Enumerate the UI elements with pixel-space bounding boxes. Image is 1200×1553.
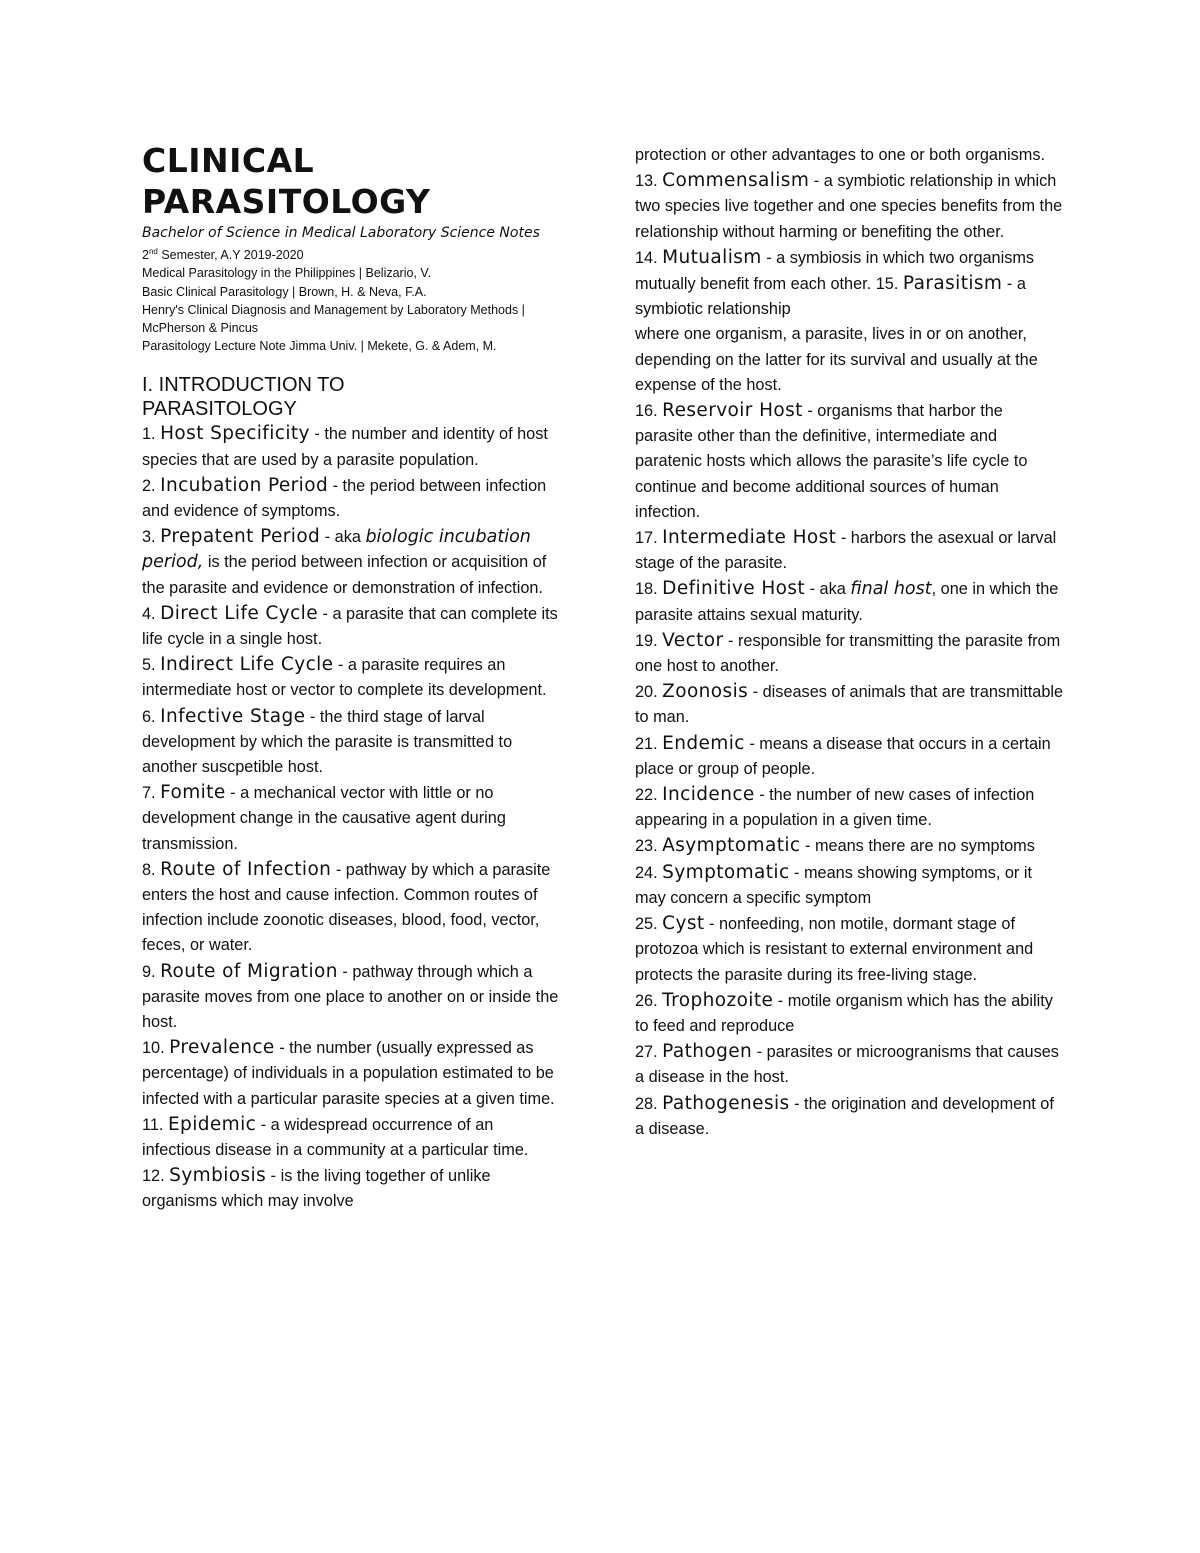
entry-term: Prepatent Period <box>160 526 321 548</box>
entry-number: 18. <box>635 580 658 599</box>
entry-definition: - means a disease that occurs in a certain place or group of people. <box>635 734 1051 778</box>
reference-2: Basic Clinical Parasitology | Brown, H. & Neva, F.A. <box>142 284 427 299</box>
definition-entry <box>635 576 1065 627</box>
entry-term: Endemic <box>662 732 745 754</box>
entry-definition: - the number and identity of host species that are used by a parasite population. <box>142 425 548 469</box>
entry-definition: - motile organism which has the ability to feed and reproduce <box>635 991 1053 1035</box>
definition-entry <box>142 1112 562 1163</box>
semester-line <box>142 243 562 264</box>
definition-entry <box>635 628 1065 679</box>
definition-entry <box>142 780 562 857</box>
entry-definition-prefix: - aka <box>805 580 851 599</box>
entry-number: 14. <box>635 248 658 267</box>
left-definitions <box>142 421 562 1214</box>
entry-term: Route of Migration <box>160 960 338 982</box>
section-heading-line-1: I. INTRODUCTION TO <box>142 374 345 397</box>
entry-term: Route of Infection <box>160 858 332 880</box>
entry-definition: - the number of new cases of infection appearing in a population in a given time. <box>635 786 1035 830</box>
definition-entry <box>635 988 1065 1039</box>
entry-number: 2. <box>142 476 156 495</box>
subtitle: Bachelor of Science in Medical Laboratory Science Notes <box>142 225 540 241</box>
entry-definition: - a symbiotic relationship in which two species live together and one species benefits from the relationship without harming or benefiting the other. <box>635 172 1063 241</box>
definition-entry <box>635 782 1065 833</box>
entry-number: 15. <box>871 275 899 294</box>
entry-number: 5. <box>142 656 156 675</box>
entry-number: 4. <box>142 604 156 623</box>
entry-number: 16. <box>635 402 658 421</box>
definition-entry <box>142 1035 562 1112</box>
reference-4: Parasitology Lecture Note Jimma Univ. | Mekete, G. & Adem, M. <box>142 339 497 354</box>
entry-number: 25. <box>635 915 658 934</box>
entry-term: Infective Stage <box>160 705 306 727</box>
entry-term: Reservoir Host <box>662 400 803 422</box>
entry-number: 3. <box>142 528 156 547</box>
entry-term: Pathogen <box>662 1041 753 1063</box>
entry-number: 10. <box>142 1039 165 1058</box>
definition-entry <box>635 911 1065 988</box>
entry-definition: - parasites or microogranisms that causes a disease in the host. <box>635 1043 1059 1087</box>
left-column <box>142 140 562 1215</box>
entry-term: Asymptomatic <box>662 835 801 857</box>
reference-3: Henry's Clinical Diagnosis and Management by Laboratory Methods | McPherson & Pincus <box>142 302 525 335</box>
entry-definition: - a mechanical vector with little or no development change in the causative agent during transmission. <box>142 784 506 853</box>
entry-term: Pathogenesis <box>662 1092 790 1114</box>
entry-number: 1. <box>142 425 156 444</box>
entry-number: 11. <box>142 1115 164 1134</box>
entry-italic-term: biologic incubation period, <box>142 527 531 573</box>
entry-number: 20. <box>635 683 658 702</box>
entry-number: 12. <box>142 1167 165 1186</box>
definition-entry <box>142 1163 562 1214</box>
title-line-2: PARASITOLOGY <box>142 182 431 221</box>
entry-definition: - the period between infection and evidence of symptoms. <box>142 476 547 520</box>
definition-continuation: where one organism, a parasite, lives in or on another, depending on the latter for its survival and usually at the expense of the host. <box>635 325 1038 394</box>
definition-entry <box>635 1039 1065 1090</box>
entry-term: Prevalence <box>169 1037 275 1059</box>
entry-term: Vector <box>662 629 724 651</box>
entry-term: Mutualism <box>662 246 762 268</box>
entry-definition: - harbors the asexual or larval stage of the parasite. <box>635 529 1057 573</box>
definition-entry <box>142 421 562 472</box>
entry-number: 6. <box>142 707 156 726</box>
definition-entry <box>142 704 562 781</box>
entry-definition: - is the living together of unlike organisms which may involve <box>142 1167 491 1211</box>
right-column <box>635 143 1065 1142</box>
entry-number: 19. <box>635 631 658 650</box>
definition-entry <box>635 860 1065 911</box>
continued-text: protection or other advantages to one or both organisms. <box>635 146 1045 164</box>
entry-term: Epidemic <box>167 1113 257 1135</box>
entry-definition: , one in which the parasite attains sexual maturity. <box>635 580 1059 624</box>
definition-entry <box>142 601 562 652</box>
entry-italic-term: final host <box>850 579 932 600</box>
entry-definition: - diseases of animals that are transmittable to man. <box>635 683 1064 727</box>
title-line-1: CLINICAL <box>142 141 315 180</box>
entry-term: Symptomatic <box>662 861 790 883</box>
definition-entry <box>635 731 1065 782</box>
definition-entry <box>142 857 562 959</box>
entry-number: 24. <box>635 863 658 882</box>
entry-term: Symbiosis <box>169 1165 267 1187</box>
entry-definition: - the number (usually expressed as percentage) of individuals in a population estimated to be infected with a particular parasite species at a given time. <box>142 1039 555 1108</box>
entry-definition: - responsible for transmitting the parasite from one host to another. <box>635 631 1061 676</box>
entry-term: Zoonosis <box>662 681 749 703</box>
entry-number: 26. <box>635 991 658 1010</box>
entry-definition: - a parasite requires an intermediate host or vector to complete its development. <box>142 656 547 700</box>
semester-text: Semester, A.Y 2019-2020 <box>157 248 304 263</box>
definition-entry <box>635 168 1065 245</box>
entry-term: Incubation Period <box>160 474 329 496</box>
definition-entry <box>635 245 1065 323</box>
semester-number: 2 <box>142 248 149 263</box>
entry-number: 9. <box>142 962 156 981</box>
definition-entry <box>142 652 562 703</box>
entry-definition: - a symbiotic relationship <box>635 275 1026 319</box>
entry-number: 13. <box>635 172 658 191</box>
entry-definition: - the third stage of larval development by which the parasite is transmitted to another suscpetible host. <box>142 707 513 777</box>
entry-definition: - organisms that harbor the parasite other than the definitive, intermediate and paratenic hosts which allows the parasite’s life cycle to continue and become additional sources of human infection. <box>635 402 1028 521</box>
entry-term: Direct Life Cycle <box>160 602 318 624</box>
entry-definition: - pathway through which a parasite moves from one place to another on or inside the host. <box>142 962 559 1032</box>
section-heading-line-2: PARASITOLOGY <box>142 398 297 421</box>
entry-term: Incidence <box>662 784 755 806</box>
definition-entry <box>142 524 562 601</box>
entry-term: Parasitism <box>902 273 1003 295</box>
definition-entry <box>635 398 1065 525</box>
entry-number: 21. <box>635 734 658 753</box>
entry-definition: - a symbiosis in which two organisms mutually benefit from each other. <box>635 248 1035 294</box>
entry-number: 8. <box>142 860 156 879</box>
entry-term: Host Specificity <box>160 423 310 445</box>
entry-definition: - nonfeeding, non motile, dormant stage of protozoa which is resistant to external environment and protects the parasite during its free-living stage. <box>635 915 1034 984</box>
entry-definition: - the origination and development of a disease. <box>635 1094 1054 1138</box>
entry-number: 28. <box>635 1094 658 1113</box>
definition-entry <box>635 833 1065 859</box>
entry-term: Trophozoite <box>662 989 774 1011</box>
entry-number: 7. <box>142 784 156 803</box>
entry-term: Intermediate Host <box>662 527 837 549</box>
reference-1: Medical Parasitology in the Philippines | Belizario, V. <box>142 266 432 281</box>
entry-definition: - a widespread occurrence of an infectious disease in a community at a particular time. <box>142 1115 529 1160</box>
definition-entry <box>635 679 1065 730</box>
definition-entry <box>635 525 1065 576</box>
entry-number: 27. <box>635 1043 658 1062</box>
entry-number: 23. <box>635 837 658 856</box>
entry-term: Fomite <box>160 782 226 804</box>
entry-term: Indirect Life Cycle <box>160 654 334 676</box>
entry-definition-prefix: - aka <box>320 528 366 547</box>
entry-definition: - means showing symptoms, or it may concern a specific symptom <box>635 863 1033 907</box>
entry-term: Definitive Host <box>662 578 806 600</box>
definition-entry <box>635 1091 1065 1142</box>
entry-number: 22. <box>635 786 658 805</box>
entry-definition: is the period between infection or acquisition of the parasite and evidence or demonstration of infection. <box>142 553 547 597</box>
entry-definition: - a parasite that can complete its life cycle in a single host. <box>142 604 558 648</box>
definition-entry <box>142 959 562 1036</box>
document-title <box>142 140 562 222</box>
entry-definition: - means there are no symptoms <box>800 837 1035 856</box>
entry-term: Commensalism <box>662 170 810 192</box>
definition-entry <box>142 473 562 524</box>
section-heading <box>142 373 562 421</box>
entry-number: 17. <box>635 529 658 548</box>
entry-definition: - pathway by which a parasite enters the host and cause infection. Common routes of infection include zoonotic diseases, blood, food, vector, feces, or water. <box>142 860 551 955</box>
entry-term: Cyst <box>662 913 705 935</box>
semester-suffix: nd <box>148 247 158 256</box>
